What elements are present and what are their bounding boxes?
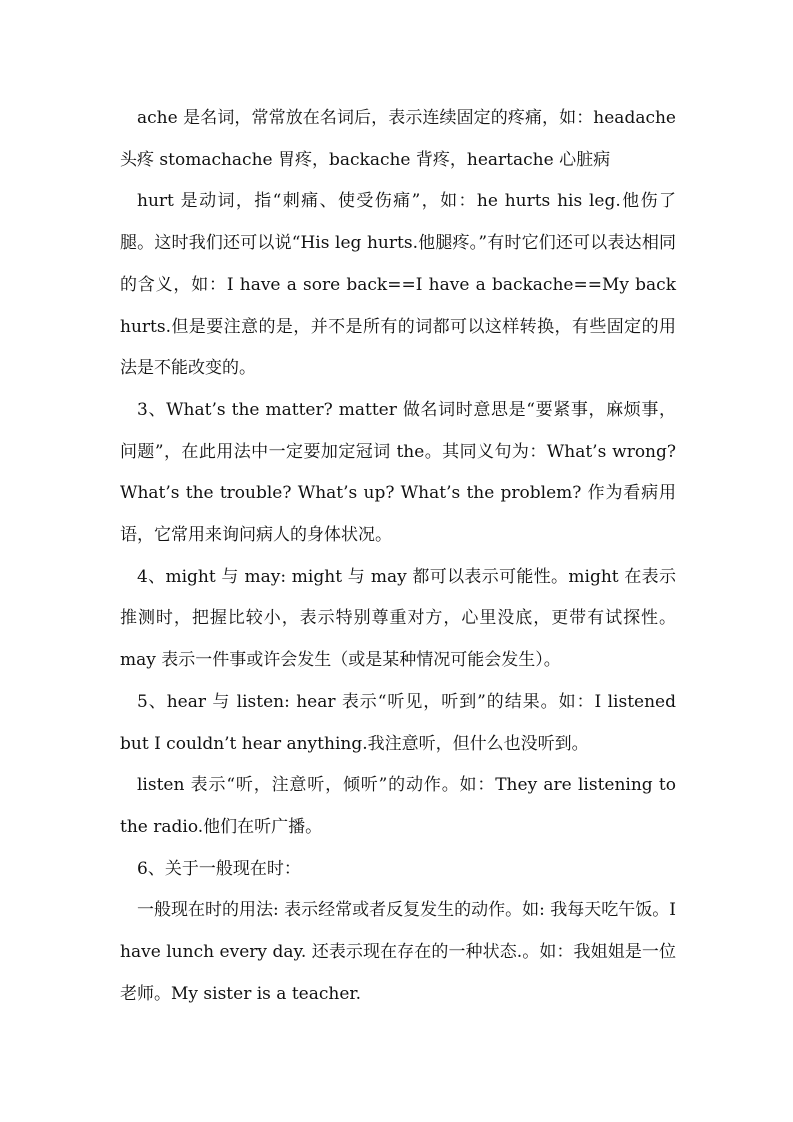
paragraph-listen: listen 表示“听，注意听，倾听”的动作。如：They are listening to the radio.他们在听广播。 [120,775,676,837]
paragraph-hear-listen: 5、hear 与 listen: hear 表示“听见，听到”的结果。如：I listened but I couldn’t hear anything.我注意听，但什么也没听到。 [120,691,676,754]
paragraph-present-tense-heading: 6、关于一般现在时： [137,858,301,879]
paragraph-might-may: 4、might 与 may: might 与 may 都可以表示可能性。might 在表示推测时，把握比较小，表示特别尊重对方，心里没底，更带有试探性。may 表示一件事或许会发生（或是某种情况可能会发生）。 [120,566,676,671]
paragraph-hurt: hurt 是动词，指“刺痛、使受伤痛”，如：he hurts his leg.他伤了腿。这时我们还可以说“His leg hurts.他腿疼。”有时它们还可以表达相同的含义，如：I have a sore back==I have a backache==My back hurts.但是要注意的是，并不是所有的词都可以这样转换，有些固定的用法是不能改变的。 [120,191,676,379]
document-body [120,98,676,1015]
paragraph-ache: ache 是名词，常常放在名词后，表示连续固定的疼痛，如：headache 头疼 stomachache 胃疼，backache 背疼，heartache 心脏病 [120,108,676,170]
paragraph-whats-the-matter: 3、What’s the matter? matter 做名词时意思是“要紧事，麻烦事，问题”，在此用法中一定要加定冠词 the。其同义句为：What’s wrong? What’s the trouble? What’s up? What’s the problem? 作为看病用语，它常用来询问病人的身体状况。 [120,399,676,546]
paragraph-present-tense-usage: 一般现在时的用法: 表示经常或者反复发生的动作。如: 我每天吃午饭。I have lunch every day. 还表示现在存在的一种状态.。如：我姐姐是一位老师。My sister is a teacher. [120,900,676,1004]
